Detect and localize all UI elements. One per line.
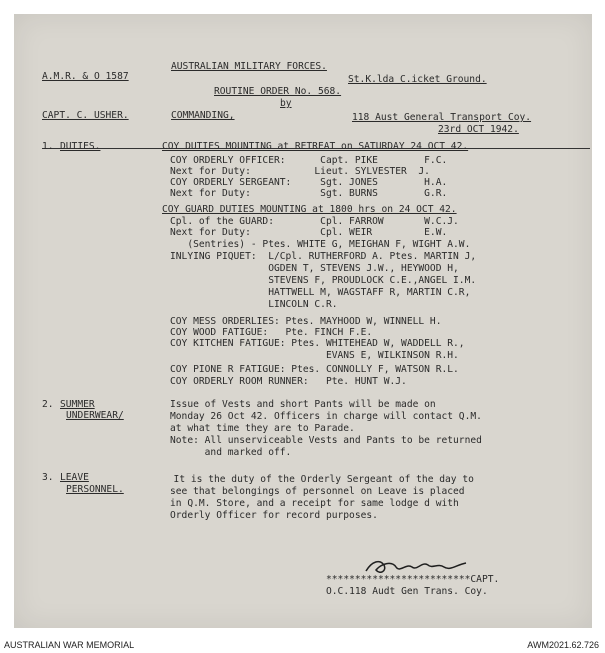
by-label: by [280,98,292,109]
section-2-title-line1: SUMMER [60,399,95,410]
section-3-title-line2: PERSONNEL. [66,484,124,495]
leave-line: It is the duty of the Orderly Sergeant of the day to [162,474,474,485]
location: St.K.lda C.icket Ground. [348,74,487,85]
unit-name: 118 Aust General Transport Coy. [352,112,532,123]
duties-line: STEVENS F, PROUDLOCK C.E.,ANGEL I.M. [170,275,477,286]
duties-line: Next for Duty: Sgt. BURNS G.R. [170,188,448,199]
duties-line: COY KITCHEN FATIGUE: Ptes. WHITEHEAD W, WADDELL R., [170,338,465,349]
summer-line: at what time they are to Parade. [170,423,355,434]
section-3-title-line1: LEAVE [60,472,89,483]
summer-line: Issue of Vests and short Pants will be made on [170,399,436,410]
duties-line: HATTWELL M, WAGSTAFF R, MARTIN C.R, [170,287,471,298]
duties-line: OGDEN T, STEVENS J.W., HEYWOOD H, [170,263,459,274]
duties-line: (Sentries) - Ptes. WHITE G, MEIGHAN F, WIGHT A.W. [170,239,471,250]
signature-block: O.C.118 Audt Gen Trans. Coy. [326,586,488,597]
routine-order-number: ROUTINE ORDER No. 568. [214,86,342,97]
duties-line: EVANS E, WILKINSON R.H. [170,350,459,361]
duties-line: Cpl. of the GUARD: Cpl. FARROW W.C.J. [170,216,459,227]
signature-dots: *************************CAPT. [326,574,500,585]
duties-line: COY WOOD FATIGUE: Pte. FINCH F.E. [170,327,373,338]
duties-line: COY PIONE R FATIGUE: Ptes. CONNOLLY F, WATSON R.L. [170,364,459,375]
summer-line: Monday 26 Oct 42. Officers in charge will contact Q.M. [170,411,482,422]
footer-catalogue-number: AWM2021.62.726 [527,640,599,650]
duties-line: COY ORDERLY SERGEANT: Sgt. JONES H.A. [170,177,448,188]
section-3-number: 3. [42,472,54,483]
section-2-number: 2. [42,399,54,410]
summer-line: and marked off. [170,447,292,458]
leave-line: see that belongings of personnel on Leave is placed [170,486,465,497]
summer-line: Note: All unserviceable Vests and Pants to be returned [170,435,482,446]
leave-line: Orderly Officer for record purposes. [170,510,378,521]
duties-line: INLYING PIQUET: L/Cpl. RUTHERFORD A. Ptes. MARTIN J, [170,251,477,262]
order-date: 23rd OCT 1942. [438,124,519,135]
duties-line: COY ORDERLY OFFICER: Capt. PIKE F.C. [170,155,448,166]
commanding-label: COMMANDING, [171,110,235,121]
amr-reference: A.M.R. & O 1587 [42,71,129,82]
section-1-title: DUTIES. [60,141,101,152]
duties-line: Next for Duty: Cpl. WEIR E.W. [170,227,448,238]
section-2-title-line2: UNDERWEAR/ [66,410,124,421]
duties-line: LINCOLN C.R. [170,299,338,310]
footer-institution: AUSTRALIAN WAR MEMORIAL [4,640,135,650]
duties-line: COY DUTIES MOUNTING at RETREAT on SATURDAY 24 OCT 42. [162,141,469,152]
captain-name: CAPT. C. USHER. [42,110,129,121]
leave-line: in Q.M. Store, and a receipt for same lodge d with [170,498,459,509]
section-1-number: 1. [42,141,54,152]
duties-line: COY GUARD DUTIES MOUNTING at 1800 hrs on 24 OCT 42. [162,204,457,215]
duties-line: COY ORDERLY ROOM RUNNER: Pte. HUNT W.J. [170,376,407,387]
duties-line: Next for Duty: Lieut. SYLVESTER J. [170,166,430,177]
duties-line: COY MESS ORDERLIES: Ptes. MAYHOOD W, WINNELL H. [170,316,442,327]
forces-heading: AUSTRALIAN MILITARY FORCES. [171,61,327,72]
